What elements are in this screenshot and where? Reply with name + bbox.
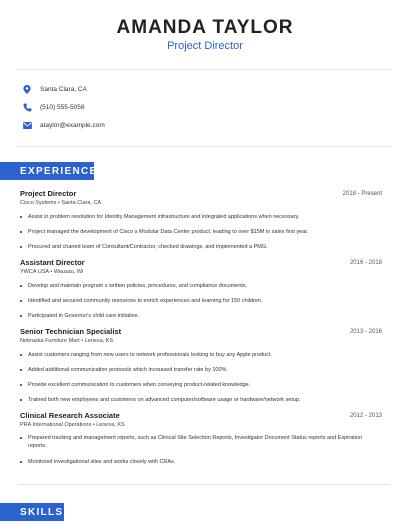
- experience-section-heading: EXPERIENCE: [0, 162, 94, 180]
- location-pin-icon: [22, 84, 32, 94]
- experience-divider: [18, 484, 390, 485]
- skills-section-heading: SKILLS: [0, 503, 64, 521]
- bullet-text: Monitored investigational sites and works closely with CRAs.: [28, 459, 176, 465]
- job-bullet: [20, 396, 365, 404]
- job-bullet: [20, 458, 365, 466]
- contact-divider: [18, 146, 390, 147]
- job-bullet: [20, 381, 365, 389]
- phone-icon: [22, 102, 32, 112]
- job-bullet: [20, 213, 365, 221]
- job-dates: 2012 - 2013: [349, 413, 382, 419]
- location-text: Santa Clara, CA: [40, 85, 87, 93]
- job-dates: 2018 - Present: [342, 191, 382, 197]
- phone-text: (510) 555-5058: [40, 103, 85, 111]
- bullet-text: Trained both new employees and customers on advanced computer/software usage or hardware/network setup.: [28, 397, 301, 403]
- bullet-text: Added additional communication protocols which increased transfer rate by 100%.: [28, 367, 228, 373]
- bullet-text: Assist customers ranging from new users to network professionals looking to buy any Apple product.: [28, 352, 272, 358]
- job-title: Project Director: [20, 189, 77, 198]
- company-location: Wausau, WI: [53, 269, 84, 275]
- bullet-dot-icon: [20, 282, 28, 290]
- bullet-text: Procured and chaired team of Consultant/Contractor, checked drawings, and implemented a PMG.: [28, 244, 268, 250]
- contact-location: [22, 83, 87, 95]
- bullet-dot-icon: [20, 396, 28, 404]
- company-name: YWCA USA: [20, 269, 49, 275]
- contact-email: [22, 119, 105, 131]
- bullet-text: Identified and secured community resources to enrich experiences and learning for 150 children.: [28, 298, 263, 304]
- job-dates: 2016 - 2018: [349, 260, 382, 266]
- bullet-dot-icon: [20, 213, 28, 221]
- job-bullet: [20, 297, 365, 305]
- company-location: Lenexa, KS: [84, 338, 114, 344]
- candidate-title: Project Director: [167, 40, 243, 52]
- bullet-text: Prepared tracking and management reports, such as Clinical Site Selection Reports, Investigator Document Status reports and Expiration reports.: [28, 435, 363, 449]
- bullet-dot-icon: [20, 458, 28, 466]
- bullet-dot-icon: [20, 351, 28, 359]
- candidate-name: AMANDA TAYLOR: [116, 17, 294, 38]
- bullet-text: Participated in Governor's child care initiative.: [28, 313, 140, 319]
- job-company: YWCA USA • Wausau, WI: [20, 269, 84, 275]
- bullet-dot-icon: [20, 297, 28, 305]
- job-company: Cisco Systems • Santa Clara, CA: [20, 200, 102, 206]
- job-bullet: [20, 282, 365, 290]
- bullet-dot-icon: [20, 381, 28, 389]
- company-location: Santa Clara, CA: [61, 200, 102, 206]
- job-bullet: [20, 366, 365, 374]
- job-dates: 2013 - 2016: [349, 329, 382, 335]
- job-company: PRA International Operations • Lenexa, KS: [20, 422, 125, 428]
- job-company: Nebraska Furniture Mart • Lenexa, KS: [20, 338, 114, 344]
- job-bullet: [20, 434, 365, 450]
- job-bullet: [20, 228, 365, 236]
- bullet-text: Provide excellent communication to customers when conveying product-related knowledge.: [28, 382, 251, 388]
- job-bullet: [20, 351, 365, 359]
- bullet-dot-icon: [20, 228, 28, 236]
- job-title: Clinical Research Associate: [20, 411, 120, 420]
- email-text: ataylor@example.com: [40, 121, 105, 129]
- bullet-text: Assist in problem resolution for Identity Management infrastructure and integrated applications when necessary.: [28, 214, 300, 220]
- job-bullet: [20, 312, 365, 320]
- bullet-dot-icon: [20, 243, 28, 251]
- bullet-dot-icon: [20, 312, 28, 320]
- header-divider: [18, 69, 390, 70]
- job-title: Assistant Director: [20, 258, 85, 267]
- bullet-dot-icon: [20, 366, 28, 374]
- company-location: Lenexa, KS: [96, 422, 125, 428]
- company-name: Nebraska Furniture Mart: [20, 338, 80, 344]
- company-name: Cisco Systems: [20, 200, 57, 206]
- company-name: PRA International Operations: [20, 422, 92, 428]
- bullet-text: Develop and maintain program s written policies, procedures, and compliance documents.: [28, 283, 248, 289]
- job-title: Senior Technician Specialist: [20, 327, 122, 336]
- job-bullet: [20, 243, 365, 251]
- bullet-text: Project managed the development of Cisco s Modular Data Center product, leading to over $15M in sales first year.: [28, 229, 309, 235]
- email-icon: [22, 120, 32, 130]
- contact-phone: [22, 101, 84, 113]
- bullet-dot-icon: [20, 434, 28, 450]
